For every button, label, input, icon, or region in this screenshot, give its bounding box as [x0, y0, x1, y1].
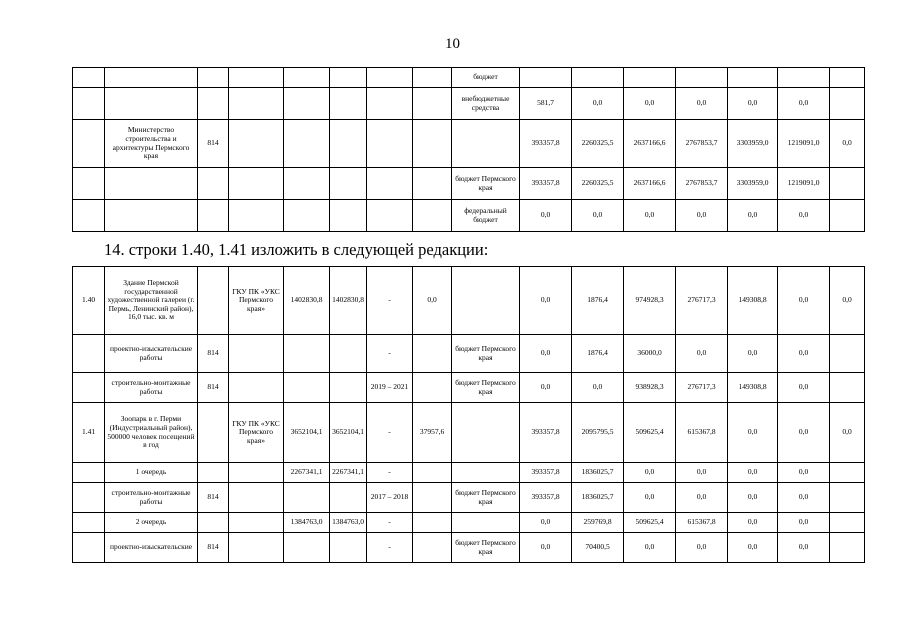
table-cell: 0,0	[572, 373, 624, 403]
table-cell	[73, 88, 105, 120]
table-cell: 581,7	[520, 88, 572, 120]
table-cell: 3652104,1	[330, 403, 367, 463]
table-cell	[830, 335, 865, 373]
table-cell: 2767853,7	[676, 168, 728, 200]
table-cell: 1.41	[73, 403, 105, 463]
table-cell: 0,0	[413, 267, 452, 335]
table-cell: 0,0	[624, 483, 676, 513]
table-cell	[413, 373, 452, 403]
table-cell	[73, 120, 105, 168]
table-cell	[452, 267, 520, 335]
table-cell	[830, 463, 865, 483]
table-cell: федеральный бюджет	[452, 200, 520, 232]
table-cell	[229, 463, 284, 483]
top-table	[72, 67, 865, 232]
table-cell	[330, 168, 367, 200]
table-cell	[367, 120, 413, 168]
table-cell	[367, 68, 413, 88]
table-cell	[413, 68, 452, 88]
table-cell: 814	[198, 483, 229, 513]
table-cell: 2637166,6	[624, 120, 676, 168]
table-cell: 1836025,7	[572, 483, 624, 513]
table-cell	[284, 373, 330, 403]
table-cell: -	[367, 267, 413, 335]
table-cell	[830, 68, 865, 88]
table-cell	[413, 200, 452, 232]
table-cell	[367, 168, 413, 200]
table-cell	[229, 513, 284, 533]
table-cell: 1384763,0	[330, 513, 367, 533]
table-cell: -	[367, 513, 413, 533]
table-cell: 1402830,8	[284, 267, 330, 335]
table-cell: 3652104,1	[284, 403, 330, 463]
table-cell	[73, 513, 105, 533]
table-cell: ГКУ ПК «УКС Пермского края»	[229, 403, 284, 463]
table-cell: 0,0	[728, 403, 778, 463]
table-cell	[330, 373, 367, 403]
table-row	[73, 88, 865, 120]
table-cell: 0,0	[778, 533, 830, 563]
table-cell	[229, 483, 284, 513]
table-cell	[105, 168, 198, 200]
table-cell: 0,0	[520, 513, 572, 533]
table-cell: проектно-изыскательские работы	[105, 335, 198, 373]
table-cell: бюджет	[452, 68, 520, 88]
table-cell: 0,0	[830, 403, 865, 463]
table-cell: 814	[198, 120, 229, 168]
table-cell: бюджет Пермского края	[452, 373, 520, 403]
table-cell: 615367,8	[676, 513, 728, 533]
table-cell: 0,0	[778, 513, 830, 533]
table-cell: проектно-изыскательские	[105, 533, 198, 563]
table-cell: 0,0	[778, 88, 830, 120]
table-cell	[229, 68, 284, 88]
table-cell: 393357,8	[520, 463, 572, 483]
table-cell	[520, 68, 572, 88]
table-cell	[105, 88, 198, 120]
table-cell: 0,0	[728, 200, 778, 232]
table-cell: 0,0	[624, 88, 676, 120]
table-cell: 2637166,6	[624, 168, 676, 200]
table-cell: 393357,8	[520, 403, 572, 463]
table-cell	[73, 373, 105, 403]
table-cell	[367, 88, 413, 120]
table-cell: 0,0	[778, 335, 830, 373]
table-cell: 2267341,1	[284, 463, 330, 483]
table-cell	[413, 513, 452, 533]
table-cell: 1402830,8	[330, 267, 367, 335]
table-cell: 0,0	[778, 267, 830, 335]
table-row	[73, 483, 865, 513]
table-row	[73, 335, 865, 373]
table-cell: Здание Пермской государственной художественной галереи (г. Пермь, Ленинский район), 16,0 тыс. кв. м	[105, 267, 198, 335]
table-cell	[413, 533, 452, 563]
table-cell: 0,0	[778, 463, 830, 483]
table-cell: 276717,3	[676, 267, 728, 335]
table-cell: 0,0	[778, 403, 830, 463]
table-cell	[452, 513, 520, 533]
table-cell: 3303959,0	[728, 168, 778, 200]
table-row	[73, 200, 865, 232]
table-row	[73, 68, 865, 88]
table-cell: 0,0	[676, 533, 728, 563]
table-cell	[229, 88, 284, 120]
table-cell: 938928,3	[624, 373, 676, 403]
section-heading: 14. строки 1.40, 1.41 изложить в следующей редакции:	[104, 240, 489, 259]
table-cell	[73, 68, 105, 88]
table-row	[73, 463, 865, 483]
table-cell	[284, 200, 330, 232]
table-cell: 0,0	[728, 483, 778, 513]
table-cell: 0,0	[778, 483, 830, 513]
table-cell: 0,0	[778, 200, 830, 232]
table-cell: 0,0	[520, 533, 572, 563]
table-cell	[229, 373, 284, 403]
table-cell: 0,0	[624, 463, 676, 483]
table-cell: 814	[198, 533, 229, 563]
table-cell: 0,0	[830, 120, 865, 168]
table-cell: 0,0	[728, 335, 778, 373]
table-cell	[413, 120, 452, 168]
table-cell	[452, 403, 520, 463]
table-cell	[330, 68, 367, 88]
table-cell	[452, 120, 520, 168]
table-cell	[229, 335, 284, 373]
table-row	[73, 267, 865, 335]
table-cell: 2019 – 2021	[367, 373, 413, 403]
table-cell: бюджет Пермского края	[452, 533, 520, 563]
table-cell: 814	[198, 373, 229, 403]
table-cell	[73, 200, 105, 232]
table-cell	[330, 200, 367, 232]
table-cell	[198, 403, 229, 463]
table-cell: 1 очередь	[105, 463, 198, 483]
table-cell	[229, 533, 284, 563]
table-cell: 1836025,7	[572, 463, 624, 483]
table-cell	[198, 168, 229, 200]
table-cell: 2 очередь	[105, 513, 198, 533]
table-cell	[452, 463, 520, 483]
table-cell	[830, 168, 865, 200]
table-cell: -	[367, 403, 413, 463]
table-cell	[229, 200, 284, 232]
table-row	[73, 168, 865, 200]
table-cell	[284, 335, 330, 373]
table-cell: 0,0	[572, 200, 624, 232]
table-cell: 1876,4	[572, 267, 624, 335]
table-cell: строительно-монтажные работы	[105, 483, 198, 513]
table-cell: Министерство строительства и архитектуры Пермского края	[105, 120, 198, 168]
table-cell: 0,0	[520, 267, 572, 335]
table-cell: 276717,3	[676, 373, 728, 403]
table-cell: 0,0	[572, 88, 624, 120]
table-row	[73, 120, 865, 168]
table-cell	[284, 88, 330, 120]
table-cell	[105, 200, 198, 232]
table-cell	[73, 463, 105, 483]
table-cell: 1.40	[73, 267, 105, 335]
table-cell: 2260325,5	[572, 120, 624, 168]
table-cell: -	[367, 335, 413, 373]
table-cell: 814	[198, 335, 229, 373]
table-cell: бюджет Пермского края	[452, 168, 520, 200]
table-cell: 0,0	[624, 533, 676, 563]
table-cell: 393357,8	[520, 120, 572, 168]
table-cell: 2767853,7	[676, 120, 728, 168]
table-row	[73, 403, 865, 463]
table-cell	[830, 373, 865, 403]
table-cell	[330, 533, 367, 563]
main-table	[72, 266, 865, 563]
table-cell: 1384763,0	[284, 513, 330, 533]
table-cell: 0,0	[676, 463, 728, 483]
table-cell	[830, 513, 865, 533]
table-cell: внебюджетные средства	[452, 88, 520, 120]
table-cell	[676, 68, 728, 88]
table-cell	[413, 483, 452, 513]
table-cell: -	[367, 463, 413, 483]
table-cell: 0,0	[624, 200, 676, 232]
table-cell: -	[367, 533, 413, 563]
table-cell	[413, 88, 452, 120]
table-cell: 2267341,1	[330, 463, 367, 483]
table-cell	[830, 88, 865, 120]
table-cell: 0,0	[728, 463, 778, 483]
table-cell	[330, 120, 367, 168]
table-cell: 974928,3	[624, 267, 676, 335]
table-cell	[284, 120, 330, 168]
table-cell	[198, 88, 229, 120]
table-cell: бюджет Пермского края	[452, 483, 520, 513]
table-cell	[624, 68, 676, 88]
table-cell	[413, 335, 452, 373]
table-cell	[728, 68, 778, 88]
table-cell: 0,0	[676, 88, 728, 120]
table-cell	[229, 120, 284, 168]
table-cell: 0,0	[676, 483, 728, 513]
table-cell	[198, 200, 229, 232]
table-cell: 0,0	[520, 200, 572, 232]
table-cell: 0,0	[728, 533, 778, 563]
table-cell	[830, 200, 865, 232]
table-cell: 393357,8	[520, 483, 572, 513]
table-cell: 1219091,0	[778, 120, 830, 168]
table-cell: 1219091,0	[778, 168, 830, 200]
table-cell	[73, 168, 105, 200]
table-cell: 259769,8	[572, 513, 624, 533]
table-cell: Зоопарк в г. Перми (Индустриальный район), 500000 человек посещений в год	[105, 403, 198, 463]
table-cell: 393357,8	[520, 168, 572, 200]
table-row	[73, 513, 865, 533]
table-cell: строительно-монтажные работы	[105, 373, 198, 403]
table-cell	[198, 68, 229, 88]
table-cell: бюджет Пермского края	[452, 335, 520, 373]
table-cell	[73, 533, 105, 563]
table-row	[73, 533, 865, 563]
table-cell: 509625,4	[624, 403, 676, 463]
table-cell: 3303959,0	[728, 120, 778, 168]
table-cell: 0,0	[520, 335, 572, 373]
table-cell	[198, 463, 229, 483]
table-cell	[198, 267, 229, 335]
table-cell: 509625,4	[624, 513, 676, 533]
table-cell	[830, 483, 865, 513]
table-cell	[330, 483, 367, 513]
table-cell	[572, 68, 624, 88]
table-cell: 37957,6	[413, 403, 452, 463]
page-number: 10	[445, 36, 460, 52]
table-cell	[330, 335, 367, 373]
table-cell: 615367,8	[676, 403, 728, 463]
table-cell: 0,0	[520, 373, 572, 403]
table-cell: 0,0	[728, 88, 778, 120]
table-cell	[73, 483, 105, 513]
table-cell	[413, 463, 452, 483]
table-cell: 0,0	[830, 267, 865, 335]
table-cell: 149308,8	[728, 267, 778, 335]
table-cell	[73, 335, 105, 373]
table-cell	[830, 533, 865, 563]
table-cell	[229, 168, 284, 200]
table-cell: ГКУ ПК «УКС Пермского края»	[229, 267, 284, 335]
table-cell: 0,0	[676, 200, 728, 232]
table-cell	[198, 513, 229, 533]
table-cell	[284, 68, 330, 88]
table-cell: 2017 – 2018	[367, 483, 413, 513]
table-row	[73, 373, 865, 403]
table-cell	[330, 88, 367, 120]
table-cell	[284, 168, 330, 200]
table-cell: 0,0	[778, 373, 830, 403]
table-cell	[413, 168, 452, 200]
table-cell: 1876,4	[572, 335, 624, 373]
table-cell	[105, 68, 198, 88]
table-cell: 0,0	[728, 513, 778, 533]
table-cell: 2260325,5	[572, 168, 624, 200]
table-cell: 149308,8	[728, 373, 778, 403]
table-cell	[284, 533, 330, 563]
table-cell: 2095795,5	[572, 403, 624, 463]
table-cell	[367, 200, 413, 232]
table-cell	[778, 68, 830, 88]
table-cell: 0,0	[676, 335, 728, 373]
table-cell	[284, 483, 330, 513]
table-cell: 36000,0	[624, 335, 676, 373]
table-cell: 70400,5	[572, 533, 624, 563]
